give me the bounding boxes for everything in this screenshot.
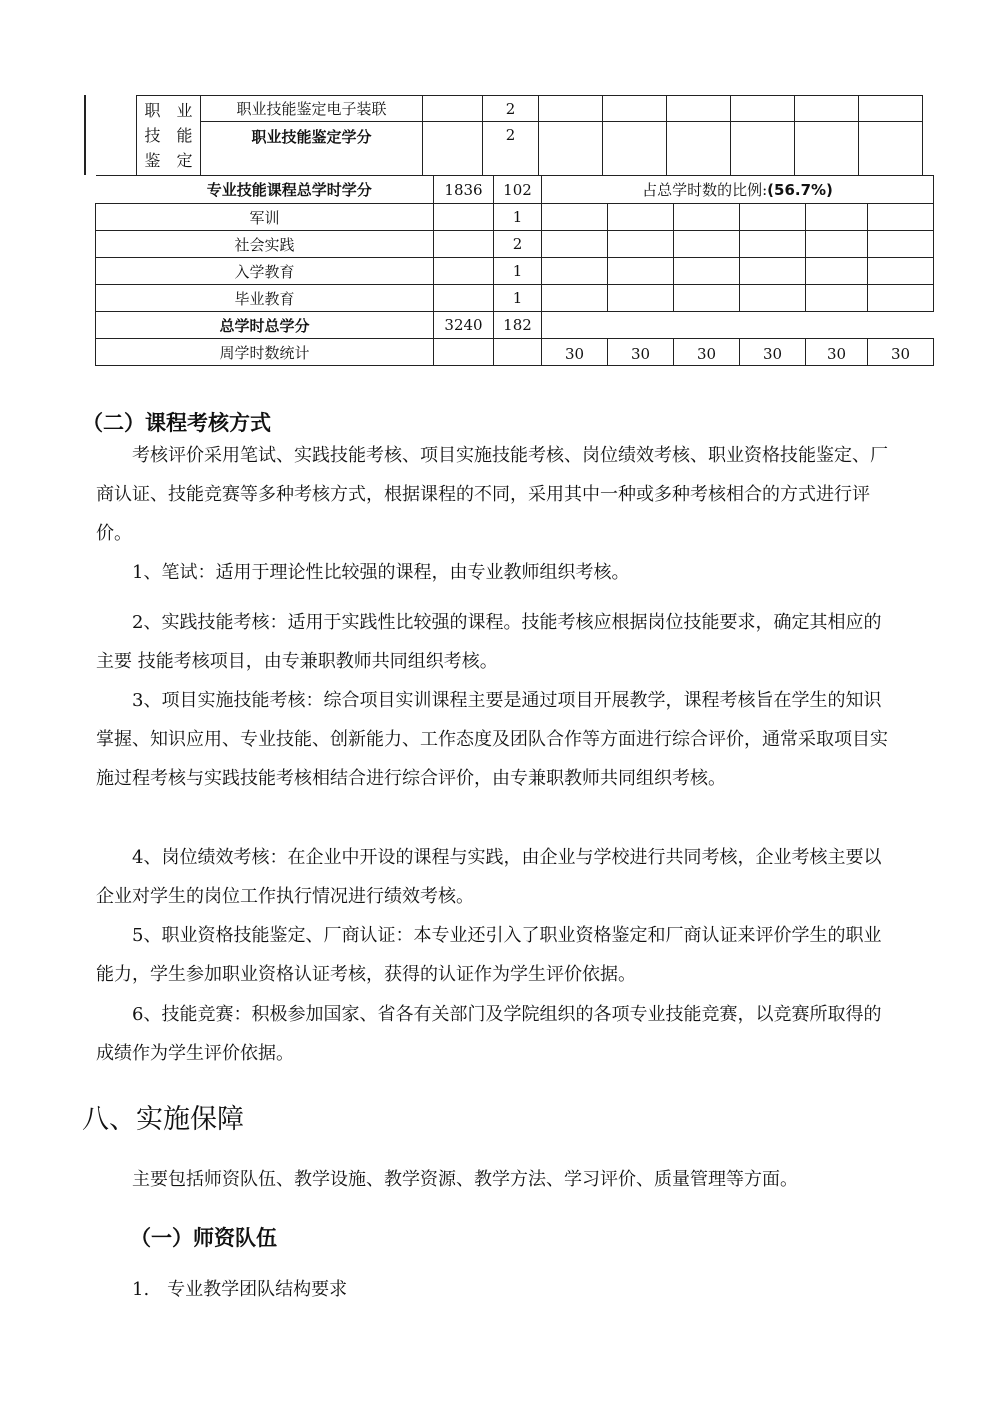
weekly-value-cell: 30 xyxy=(740,339,806,366)
row-name-cell: 毕业教育 xyxy=(96,285,434,312)
credit-cell: 2 xyxy=(483,122,539,176)
weekly-value-cell: 30 xyxy=(608,339,674,366)
assessment-item-5: 5、职业资格技能鉴定、厂商认证：本专业还引入了职业资格鉴定和厂商认证来评价学生的职业能力，学生参加职业资格认证考核，获得的认证作为学生评价依据。 xyxy=(96,925,882,985)
table-row: 毕业教育 1 xyxy=(96,285,934,312)
table-row xyxy=(96,176,934,204)
assessment-item-1: 1、笔试：适用于理论性比较强的课程，由专业教师组织考核。 xyxy=(132,562,630,583)
weekly-name-cell: 周学时数统计 xyxy=(96,339,434,366)
weekly-value-cell: 30 xyxy=(868,339,934,366)
left-margin-line xyxy=(84,95,86,175)
summary-name-cell: 专业技能课程总学时学分 xyxy=(96,176,434,204)
table-row xyxy=(96,339,934,366)
assessment-item-6: 6、技能竞赛：积极参加国家、省各有关部门及学院组织的各项专业技能竞赛，以竞赛所取得的成绩作为学生评价依据。 xyxy=(96,1004,882,1064)
summary-credit-cell: 102 xyxy=(494,176,542,204)
table-row: 军训 1 xyxy=(96,204,934,231)
total-name-cell: 总学时总学分 xyxy=(96,312,434,339)
hours-cell xyxy=(423,96,483,122)
ratio-cell: 占总学时数的比例:(56.7%) xyxy=(542,176,934,204)
guarantee-intro-paragraph: 主要包括师资队伍、教学设施、教学资源、教学方法、学习评价、质量管理等方面。 xyxy=(132,1169,798,1190)
section-heading-guarantee: 八、实施保障 xyxy=(82,1104,244,1135)
table-summary xyxy=(95,175,934,366)
group-label-line-3: 鉴 定 xyxy=(144,151,193,170)
assessment-item-2: 2、实践技能考核：适用于实践性比较强的课程。技能考核应根据岗位技能要求，确定其相应的主要 技能考核项目，由专兼职教师共同组织考核。 xyxy=(96,612,882,672)
sub-heading-faculty: （一）师资队伍 xyxy=(130,1226,277,1250)
section-heading-assessment: （二）课程考核方式 xyxy=(82,411,271,435)
credit-cell: 2 xyxy=(483,96,539,122)
assessment-item-3: 3、项目实施技能考核：综合项目实训课程主要是通过项目开展教学，课程考核旨在学生的知识掌握、知识应用、专业技能、创新能力、工作态度及团队合作等方面进行综合评价，通常采取项目实施过程考核与实践技能考核相结合进行综合评价，由专兼职教师共同组织考核。 xyxy=(96,690,888,789)
hours-cell xyxy=(423,122,483,176)
total-credit-cell: 182 xyxy=(494,312,542,339)
weekly-value-cell: 30 xyxy=(542,339,608,366)
table-row xyxy=(96,312,934,339)
group-label-cell xyxy=(137,96,201,176)
table-row: 社会实践 2 xyxy=(96,231,934,258)
summary-hours-cell: 1836 xyxy=(434,176,494,204)
table-row: 入学教育 1 xyxy=(96,258,934,285)
weekly-value-cell: 30 xyxy=(806,339,868,366)
course-name-cell: 职业技能鉴定学分 xyxy=(201,122,423,176)
total-hours-cell: 3240 xyxy=(434,312,494,339)
table-vocational-skill xyxy=(136,95,923,176)
assessment-item-4: 4、岗位绩效考核：在企业中开设的课程与实践，由企业与学校进行共同考核，企业考核主要以企业对学生的岗位工作执行情况进行绩效考核。 xyxy=(96,847,882,907)
row-name-cell: 军训 xyxy=(96,204,434,231)
row-name-cell: 社会实践 xyxy=(96,231,434,258)
group-label-line-2: 技 能 xyxy=(144,126,193,145)
row-name-cell: 入学教育 xyxy=(96,258,434,285)
weekly-value-cell: 30 xyxy=(674,339,740,366)
course-name-cell: 职业技能鉴定电子装联 xyxy=(201,96,423,122)
group-label-line-1: 职 业 xyxy=(144,101,193,120)
faculty-item-1: 1. 专业教学团队结构要求 xyxy=(132,1279,348,1300)
assessment-intro-paragraph: 考核评价采用笔试、实践技能考核、项目实施技能考核、岗位绩效考核、职业资格技能鉴定、厂商认证、技能竞赛等多种考核方式，根据课程的不同，采用其中一种或多种考核相合的方式进行评价。 xyxy=(96,445,888,544)
